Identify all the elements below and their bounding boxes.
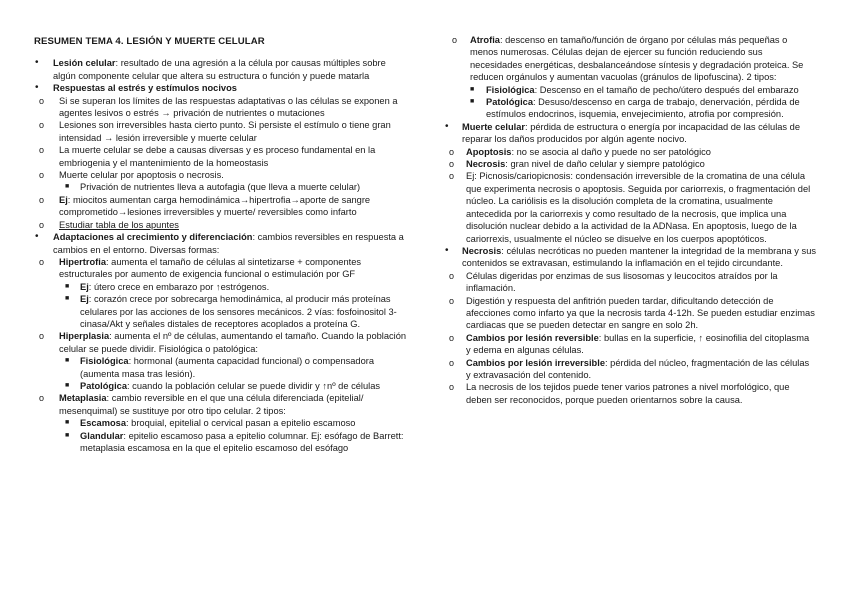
list-item: ■ Fisiológica: Descenso en el tamaño de pecho/útero después del embarazo bbox=[470, 84, 799, 95]
list-item: • Respuestas al estrés y estímulos nocivos bbox=[35, 82, 237, 94]
list-item: o Hiperplasia: aumenta el nº de células, aumentando el tamaño. Cuando la población celular se puede dividir. Fisiológica o patológica: bbox=[39, 331, 407, 354]
list-item: ■ Glandular: epitelio escamoso pasa a epitelio columnar. Ej: esófago de Barrett: metaplasia escamosa en la que el epitelio escamoso del esófago bbox=[65, 430, 404, 453]
circle-bullet-icon: o bbox=[449, 382, 455, 393]
list-item: o Muerte celular por apoptosis o necrosis. bbox=[39, 170, 224, 181]
square-bullet-icon: ■ bbox=[65, 419, 70, 427]
list-item: o Hipertrofia: aumenta el tamaño de células al sintetizarse + componentes estructurales por aumento de exigencia funcional o estimulación por GF bbox=[39, 256, 362, 280]
bullet-icon: • bbox=[445, 244, 449, 256]
circle-bullet-icon: o bbox=[449, 295, 455, 306]
list-item: o Ej: Picnosis/cariopicnosis: condensación irreversible de la cromatina de una célula que experimenta necrosis o apoptosis. Seguida por cariorrexis, o fragmentación del núcleo. La cariólisis es la disolución completa de la cromatina, usualmente antecedida por la cariorrexis y como resultado de la necrosis, que implica una disolución nuclear debido a la actividad de la ADNasa. En apoptosis, luego de la cariorrexis, usualmente el núcleo se disuelve en los cuerpos apoptóticos. bbox=[449, 171, 811, 244]
square-bullet-icon: ■ bbox=[65, 295, 70, 303]
circle-bullet-icon: o bbox=[452, 35, 458, 45]
list-item: • Adaptaciones al crecimiento y diferenciación: cambios reversibles en respuesta a cambios en el entorno. Diversas formas: bbox=[35, 231, 404, 255]
square-bullet-icon: ■ bbox=[470, 98, 475, 106]
list-item: o La necrosis de los tejidos puede tener varios patrones a nivel morfológico, que deben ser reconocidos, porque pueden orientarnos sobre la causa. bbox=[449, 382, 790, 405]
square-bullet-icon: ■ bbox=[65, 282, 70, 290]
list-item: o Si se superan los límites de las respuestas adaptativas o las células se exponen a agentes lesivos o estrés → privación de nutrientes o mutaciones bbox=[39, 95, 398, 119]
list-item: o Necrosis: gran nivel de daño celular y siempre patológico bbox=[449, 159, 705, 170]
circle-bullet-icon: o bbox=[39, 331, 45, 342]
list-item: o Cambios por lesión reversible: bullas en la superficie, ↑ eosinofilia del citoplasma y edema en algunas células. bbox=[449, 332, 810, 356]
square-bullet-icon: ■ bbox=[65, 183, 70, 191]
square-bullet-icon: ■ bbox=[65, 431, 70, 439]
list-item: ■ Ej: corazón crece por sobrecarga hemodinámica, al producir más proteínas celulares por las acciones de los sensores mecánicos. 2 vías: fosfoinositol 3-cinasa/Akt y señales distales de receptores acoplados a proteína G. bbox=[65, 294, 397, 329]
list-item: ■ Fisiológica: hormonal (aumenta capacidad funcional) o compensadora (aumenta masa tras lesión). bbox=[65, 356, 375, 379]
list-item: • Lesión celular: resultado de una agresión a la célula por causas múltiples sobre algún componente celular que altera su estructura o función y puede matarla bbox=[35, 57, 386, 81]
circle-bullet-icon: o bbox=[39, 256, 45, 267]
list-item: o Cambios por lesión irreversible: pérdida del núcleo, fragmentación de las células y extravasación del contenido. bbox=[449, 357, 810, 380]
list-item: • Muerte celular: pérdida de estructura o energía por incapacidad de las células de reparar los daños producidos por algún agente nocivo. bbox=[445, 120, 800, 145]
list-item: ■ Privación de nutrientes lleva a autofagia (que lleva a muerte celular) bbox=[65, 182, 361, 193]
list-item: ■ Patológica: cuando la población celular se puede dividir y ↑nº de células bbox=[65, 380, 381, 391]
right-column bbox=[445, 34, 817, 406]
circle-bullet-icon: o bbox=[449, 270, 455, 281]
circle-bullet-icon: o bbox=[39, 95, 45, 106]
square-bullet-icon: ■ bbox=[470, 85, 475, 93]
bullet-icon: • bbox=[35, 57, 39, 69]
list-item: o Estudiar tabla de los apuntes bbox=[39, 219, 179, 230]
list-item: ■ Patológica: Desuso/descenso en carga de trabajo, denervación, pérdida de estímulos endocrinos, isquemia, envejecimiento, atrofia por compresión. bbox=[470, 97, 800, 120]
list-item: o Atrofia: descenso en tamaño/función de órgano por células más pequeñas o menos numerosas. Células dejan de ejercer su función reduciendo sus necesidades energéticas, desbalanceándose síntesis y degradación proteica. Se reducen orgánulos y aumentan vacuolas (gránulos de lipofuscina). 2 tipos: bbox=[452, 35, 804, 83]
list-item: o Lesiones son irreversibles hasta cierto punto. Si persiste el estímulo o tiene gran intensidad → lesión irreversible y muerte celular bbox=[39, 120, 391, 143]
list-item: o La muerte celular se debe a causas diversas y es proceso fundamental en la embriogenia y el mantenimiento de la homeostasis bbox=[39, 145, 376, 168]
circle-bullet-icon: o bbox=[449, 171, 455, 182]
left-column bbox=[34, 36, 410, 454]
circle-bullet-icon: o bbox=[449, 357, 455, 368]
bullet-icon: • bbox=[445, 120, 449, 132]
circle-bullet-icon: o bbox=[449, 332, 455, 343]
circle-bullet-icon: o bbox=[39, 219, 45, 230]
list-item: • Necrosis: células necróticas no pueden mantener la integridad de la membrana y sus contenidos se extravasan, estimulando la inflamación en el tejido circundante. bbox=[445, 244, 817, 269]
circle-bullet-icon: o bbox=[449, 159, 455, 170]
list-item: ■ Ej: útero crece en embarazo por ↑estrógenos. bbox=[65, 281, 270, 292]
list-item: o Digestión y respuesta del anfitrión pueden tardar, dificultando detección de afecciones como infarto ya que la necrosis tarda 4-12h. Se pueden estudiar enzimas cardiacas que se pueden detectar en sangre en solo 2h. bbox=[449, 295, 815, 331]
list-item: o Ej: miocitos aumentan carga hemodinámica→hipertrofia→aporte de sangre comprometido→lesiones irreversibles y muerte/ reversibles como infarto bbox=[39, 194, 371, 218]
circle-bullet-icon: o bbox=[449, 146, 455, 157]
list-item: o Apoptosis: no se asocia al daño y puede no ser patológico bbox=[449, 146, 711, 157]
circle-bullet-icon: o bbox=[39, 145, 45, 156]
square-bullet-icon: ■ bbox=[65, 357, 70, 365]
circle-bullet-icon: o bbox=[39, 120, 45, 131]
bullet-icon: • bbox=[35, 231, 39, 243]
circle-bullet-icon: o bbox=[39, 170, 45, 181]
circle-bullet-icon: o bbox=[39, 194, 45, 205]
document-title: RESUMEN TEMA 4. LESIÓN Y MUERTE CELULAR bbox=[34, 36, 265, 47]
circle-bullet-icon: o bbox=[39, 393, 45, 404]
list-item: o Células digeridas por enzimas de sus lisosomas y leucocitos atraídos por la inflamación. bbox=[449, 270, 778, 294]
list-item: o Metaplasia: cambio reversible en el que una célula diferenciada (epitelial/ mesenquimal) se sustituye por otro tipo celular. 2 tipos: bbox=[39, 393, 364, 416]
bullet-icon: • bbox=[35, 82, 39, 94]
square-bullet-icon: ■ bbox=[65, 381, 70, 389]
list-item: ■ Escamosa: broquial, epitelial o cervical pasan a epitelio escamoso bbox=[65, 418, 356, 429]
